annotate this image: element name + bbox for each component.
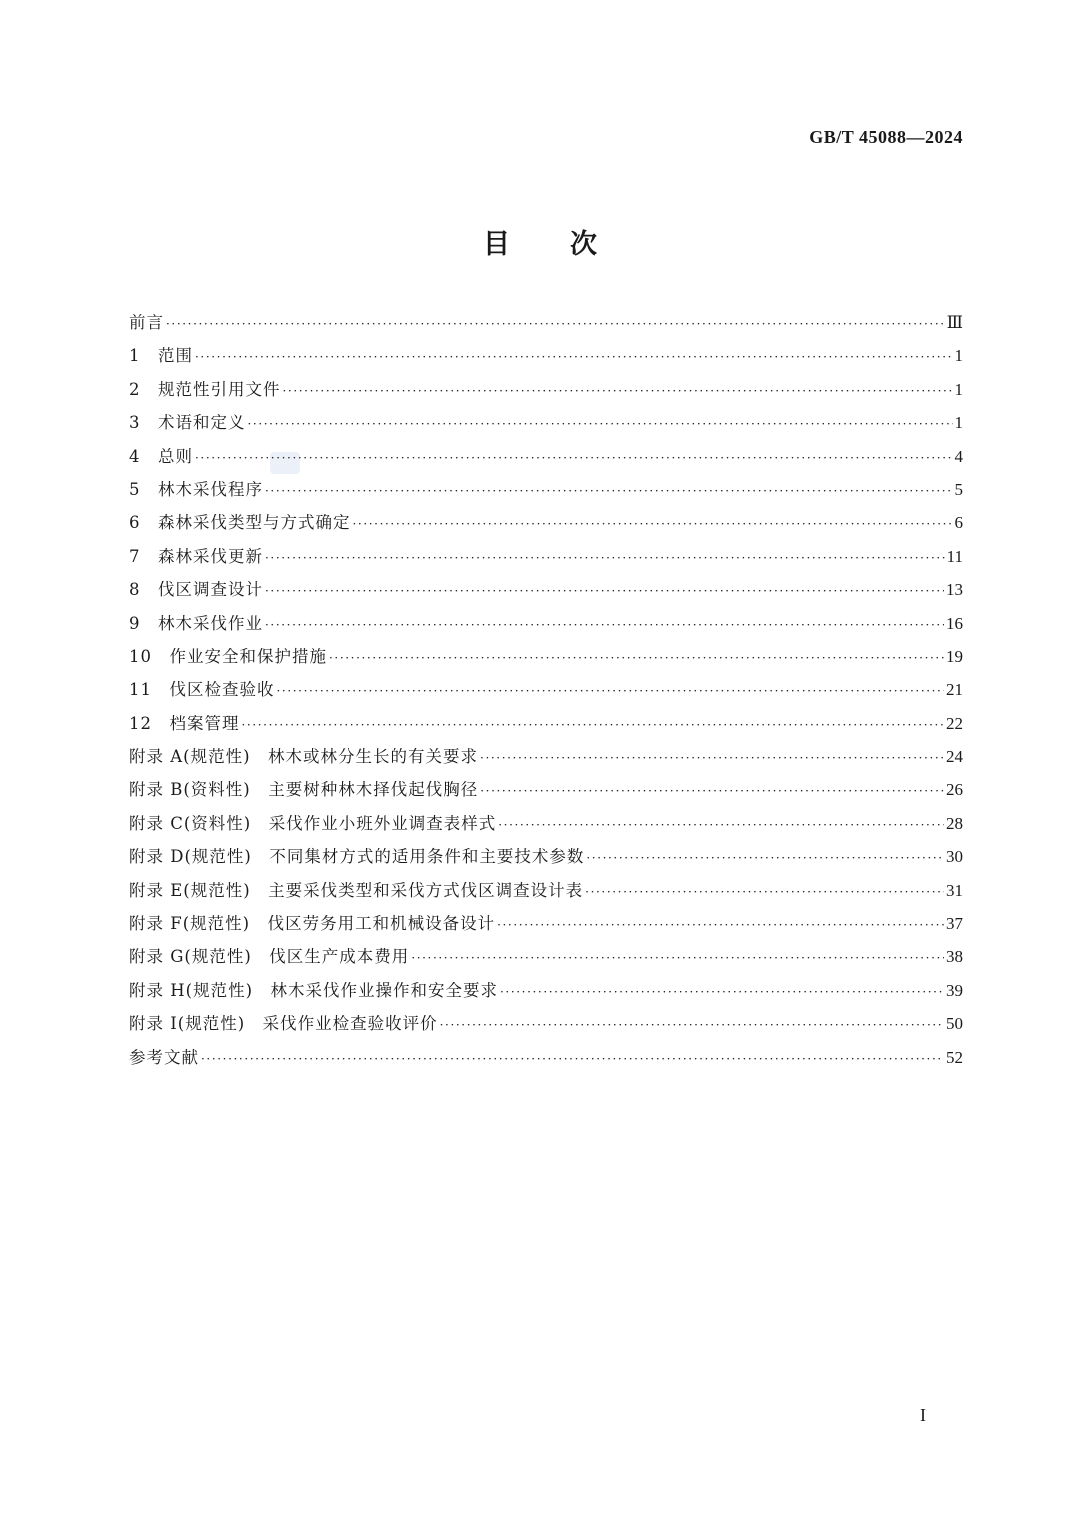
- toc-entry-page: 50: [946, 1014, 963, 1034]
- toc-entry-label: 附录 H(规范性) 林木采伐作业操作和安全要求: [129, 980, 499, 1000]
- toc-entry-label: 2 规范性引用文件: [129, 379, 281, 399]
- dot-leader: [497, 909, 944, 942]
- dot-leader: [585, 876, 944, 909]
- dot-leader: [283, 375, 953, 408]
- dot-leader: [242, 709, 945, 742]
- toc-entry-appendix-i[interactable]: [129, 1007, 963, 1040]
- dot-leader: [195, 442, 953, 475]
- toc-entry-page: 1: [954, 413, 963, 433]
- toc-entry-label: 8 伐区调查设计: [129, 580, 263, 600]
- toc-entry-page: 22: [946, 713, 963, 733]
- dot-leader: [265, 542, 945, 575]
- toc-entry-page: 13: [946, 580, 963, 600]
- toc-entry-page: 30: [946, 847, 963, 867]
- dot-leader: [411, 942, 944, 975]
- toc-entry-label: 附录 D(规范性) 不同集材方式的适用条件和主要技术参数: [129, 847, 585, 867]
- toc-entry-references[interactable]: [129, 1041, 963, 1074]
- toc-entry-2[interactable]: [129, 373, 963, 406]
- toc-entry-appendix-g[interactable]: [129, 940, 963, 973]
- dot-leader: [498, 809, 944, 842]
- toc-entry-page: 19: [946, 646, 963, 666]
- toc-entry-label: 附录 C(资料性) 采伐作业小班外业调查表样式: [129, 813, 497, 833]
- dot-leader: [480, 775, 944, 808]
- toc-entry-page: 5: [954, 479, 963, 499]
- toc-entry-page: Ⅲ: [946, 313, 963, 332]
- dot-leader: [353, 508, 953, 541]
- toc-entry-label: 前言: [129, 313, 164, 332]
- toc-entry-label: 10 作业安全和保护措施: [129, 646, 327, 666]
- toc-entry-12[interactable]: [129, 707, 963, 740]
- toc-entry-label: 参考文献: [129, 1047, 199, 1067]
- toc-entry-appendix-c[interactable]: [129, 807, 963, 840]
- toc-entry-page: 4: [954, 446, 963, 466]
- toc-entry-label: 附录 A(规范性) 林木或林分生长的有关要求: [129, 747, 479, 767]
- toc-entry-page: 21: [946, 680, 963, 700]
- toc-entry-4[interactable]: [129, 440, 963, 473]
- toc-entry-3[interactable]: [129, 406, 963, 439]
- dot-leader: [166, 308, 945, 341]
- toc-entry-9[interactable]: [129, 607, 963, 640]
- toc-entry-label: 附录 B(资料性) 主要树种林木择伐起伐胸径: [129, 780, 479, 800]
- dot-leader: [265, 575, 944, 608]
- dot-leader: [201, 1043, 944, 1076]
- toc-entry-page: 11: [946, 546, 963, 566]
- toc-entry-page: 38: [946, 947, 963, 967]
- toc-entry-page: 28: [946, 813, 963, 833]
- dot-leader: [277, 675, 945, 708]
- toc-entry-appendix-a[interactable]: [129, 740, 963, 773]
- toc-entry-label: 11 伐区检查验收: [129, 680, 275, 700]
- toc-entry-page: 24: [946, 747, 963, 767]
- toc-entry-page: 31: [946, 880, 963, 900]
- dot-leader: [329, 642, 944, 675]
- page-title: 目次: [483, 229, 657, 260]
- toc-entry-6[interactable]: [129, 506, 963, 539]
- toc-entry-appendix-e[interactable]: [129, 874, 963, 907]
- toc-entry-label: 5 林木采伐程序: [129, 479, 263, 499]
- dot-leader: [480, 742, 944, 775]
- toc-entry-11[interactable]: [129, 673, 963, 706]
- toc-entry-10[interactable]: [129, 640, 963, 673]
- toc-entry-label: 3 术语和定义: [129, 413, 246, 433]
- toc-entry-appendix-d[interactable]: [129, 840, 963, 873]
- toc-entry-label: 12 档案管理: [129, 713, 240, 733]
- toc-entry-preface[interactable]: [129, 306, 963, 339]
- dot-leader: [500, 976, 944, 1009]
- toc-entry-label: 6 森林采伐类型与方式确定: [129, 513, 351, 533]
- toc-entry-page: 37: [946, 914, 963, 934]
- toc-entry-7[interactable]: [129, 540, 963, 573]
- dot-leader: [265, 475, 953, 508]
- toc-entry-appendix-h[interactable]: [129, 974, 963, 1007]
- dot-leader: [195, 341, 953, 374]
- toc-entry-label: 7 森林采伐更新: [129, 546, 263, 566]
- page-number: I: [920, 1405, 926, 1425]
- toc-entry-5[interactable]: [129, 473, 963, 506]
- dot-leader: [586, 842, 944, 875]
- toc-entry-label: 附录 F(规范性) 伐区劳务用工和机械设备设计: [129, 914, 496, 934]
- toc-entry-label: 1 范围: [129, 346, 193, 366]
- toc-entry-appendix-b[interactable]: [129, 773, 963, 806]
- toc-entry-appendix-f[interactable]: [129, 907, 963, 940]
- toc-entry-label: 9 林木采伐作业: [129, 613, 263, 633]
- toc-entry-page: 1: [954, 379, 963, 399]
- toc-entry-label: 附录 I(规范性) 采伐作业检查验收评价: [129, 1014, 438, 1034]
- toc-entry-label: 4 总则: [129, 446, 193, 466]
- toc-entry-1[interactable]: [129, 339, 963, 372]
- dot-leader: [265, 609, 944, 642]
- toc-entry-page: 52: [946, 1047, 963, 1067]
- toc-entry-label: 附录 G(规范性) 伐区生产成本费用: [129, 947, 410, 967]
- toc-entry-label: 附录 E(规范性) 主要采伐类型和采伐方式伐区调查设计表: [129, 880, 584, 900]
- standard-code: GB/T 45088—2024: [809, 127, 963, 147]
- toc-entry-8[interactable]: [129, 573, 963, 606]
- toc-entry-page: 1: [954, 346, 963, 366]
- toc-entry-page: 6: [954, 513, 963, 533]
- toc-entry-page: 26: [946, 780, 963, 800]
- dot-leader: [248, 408, 953, 441]
- toc-entry-page: 39: [946, 980, 963, 1000]
- table-of-contents: [129, 306, 963, 1074]
- dot-leader: [440, 1009, 944, 1042]
- toc-entry-page: 16: [946, 613, 963, 633]
